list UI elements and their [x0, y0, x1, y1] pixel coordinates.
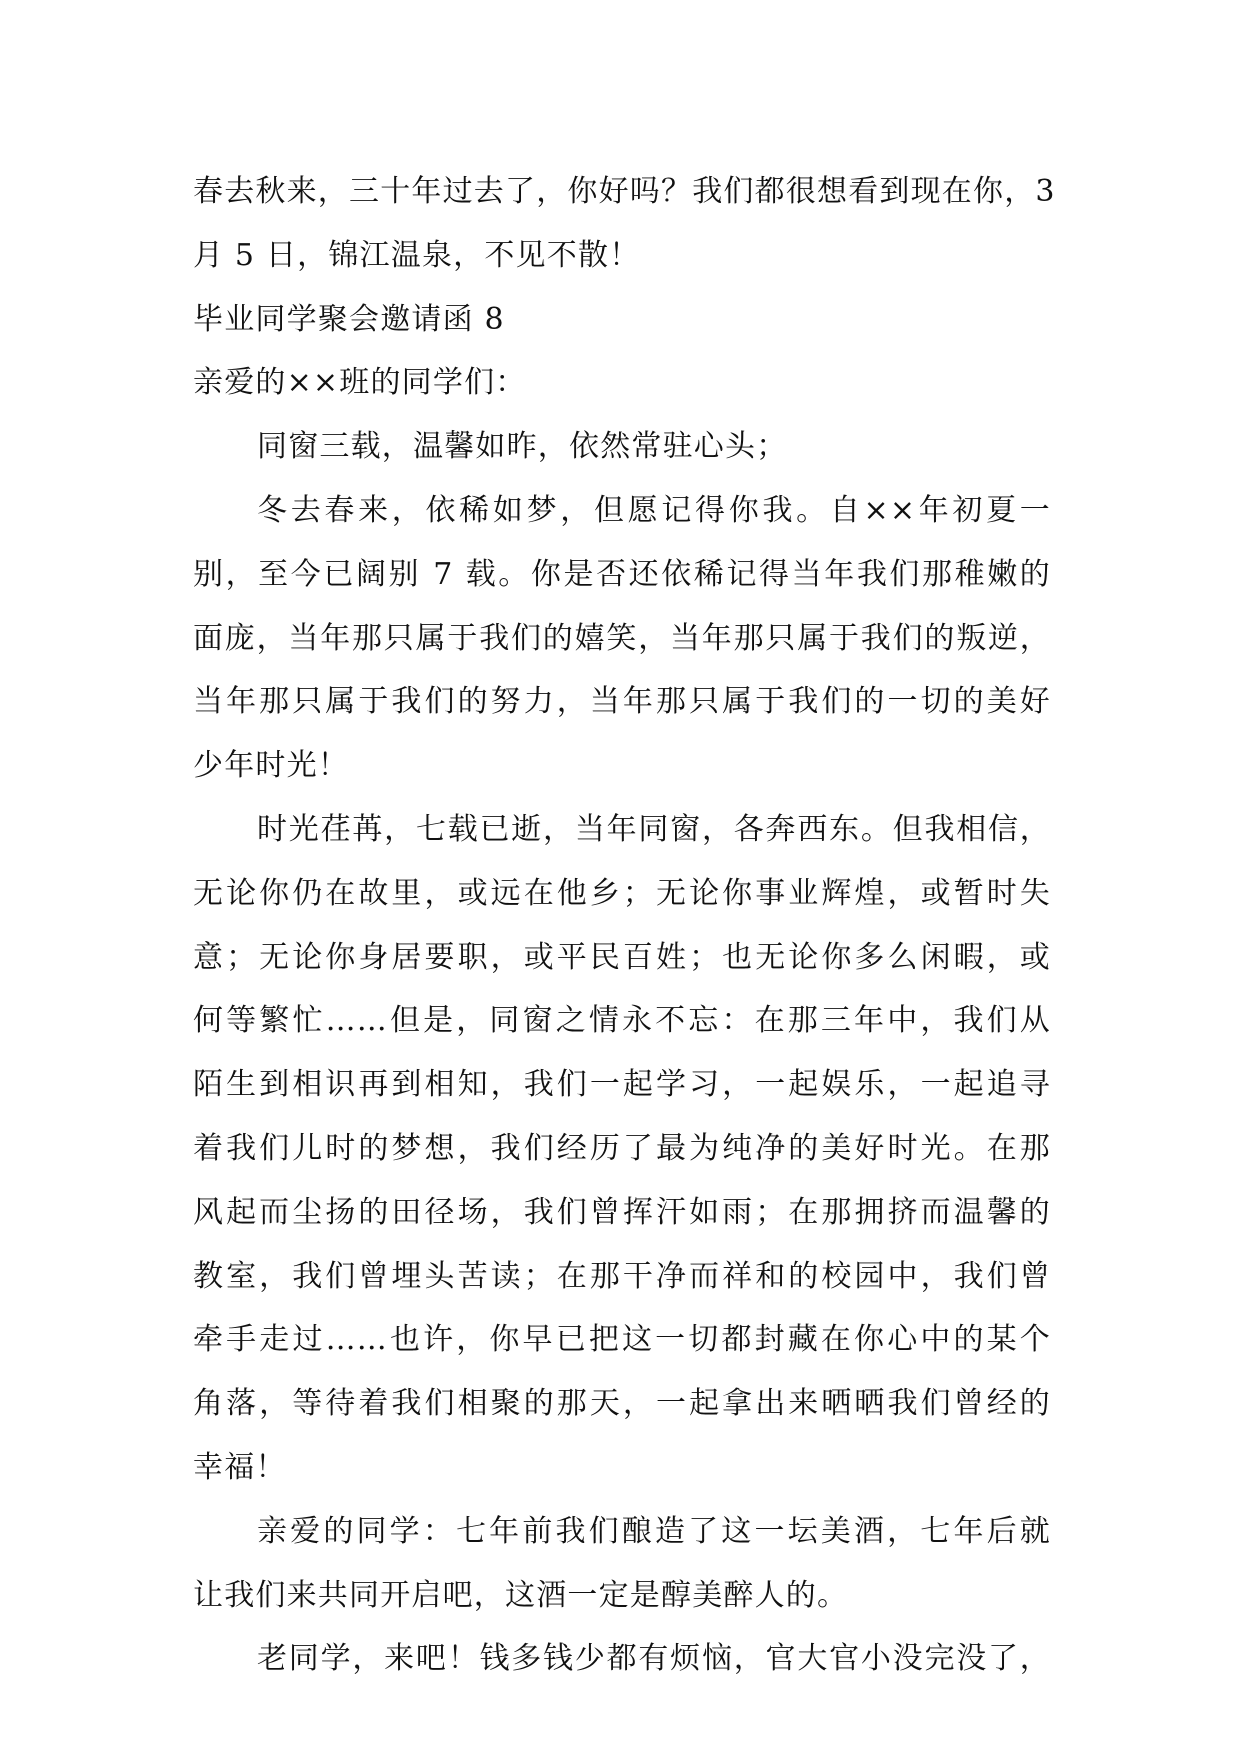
text-line: 春去秋来，三十年过去了，你好吗？我们都很想看到现在你，3: [193, 174, 1056, 209]
text-line: 当年那只属于我们的努力，当年那只属于我们的一切的美好: [193, 684, 1051, 720]
text-line: 牵手走过……也许，你早已把这一切都封藏在你心中的某个: [193, 1322, 1051, 1358]
text-line: 幸福！: [193, 1449, 287, 1485]
text-line: 时光荏苒，七载已逝，当年同窗，各奔西东。但我相信，: [257, 811, 1051, 847]
text-line: 月 5 日，锦江温泉，不见不散！: [193, 237, 641, 273]
text-line: 亲爱的××班的同学们：: [193, 365, 527, 401]
text-line: 意；无论你身居要职，或平民百姓；也无论你多么闲暇，或: [193, 939, 1051, 975]
text-line: 无论你仍在故里，或远在他乡；无论你事业辉煌，或暂时失: [193, 875, 1051, 911]
text-line: 老同学，来吧！钱多钱少都有烦恼，官大官小没完没了，: [257, 1641, 1051, 1677]
text-line: 何等繁忙……但是，同窗之情永不忘：在那三年中，我们从: [193, 1003, 1051, 1039]
text-line: 让我们来共同开启吧，这酒一定是醇美醉人的。: [193, 1577, 849, 1613]
text-line: 角落，等待着我们相聚的那天，一起拿出来晒晒我们曾经的: [193, 1386, 1051, 1422]
text-line: 教室，我们曾埋头苦读；在那干净而祥和的校园中，我们曾: [193, 1258, 1051, 1294]
text-line: 同窗三载，温馨如昨，依然常驻心头；: [257, 429, 788, 465]
text-line: 少年时光！: [193, 748, 349, 784]
text-line: 风起而尘扬的田径场，我们曾挥汗如雨；在那拥挤而温馨的: [193, 1194, 1051, 1230]
text-line: 冬去春来，依稀如梦，但愿记得你我。自××年初夏一: [257, 492, 1051, 528]
text-line: 别，至今已阔别 7 载。你是否还依稀记得当年我们那稚嫩的: [193, 556, 1051, 592]
text-line: 亲爱的同学：七年前我们酿造了这一坛美酒，七年后就: [257, 1513, 1051, 1549]
document-body: [193, 160, 1056, 1691]
text-line: 陌生到相识再到相知，我们一起学习，一起娱乐，一起追寻: [193, 1067, 1051, 1103]
text-line: 面庞，当年那只属于我们的嬉笑，当年那只属于我们的叛逆，: [193, 620, 1051, 656]
text-line: 着我们儿时的梦想，我们经历了最为纯净的美好时光。在那: [193, 1130, 1051, 1166]
text-line: 毕业同学聚会邀请函 8: [193, 301, 505, 337]
